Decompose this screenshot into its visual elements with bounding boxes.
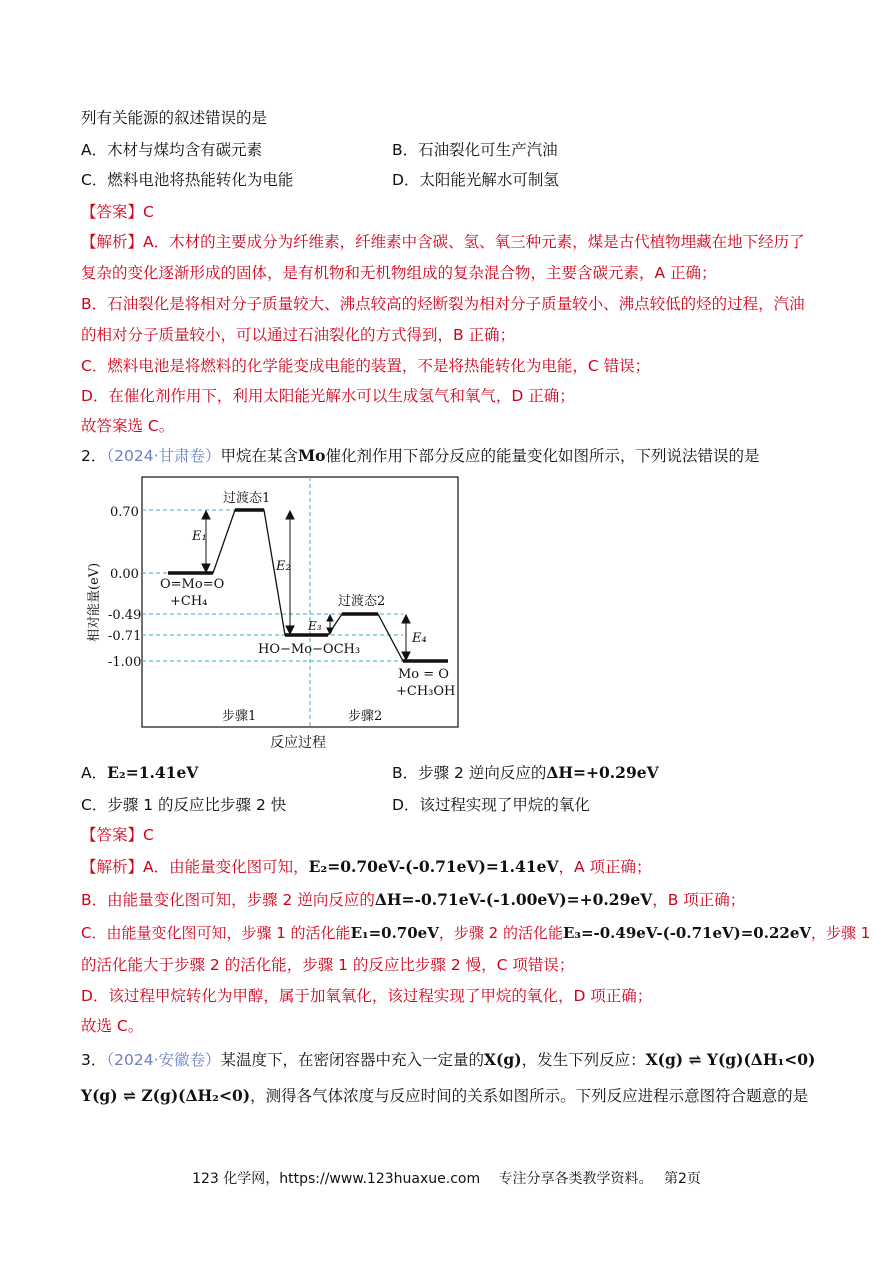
q3-source: （2024·安徽卷） <box>106 1051 221 1069</box>
q1-analysis-line-2: 复杂的变化逐渐形成的固体，是有机物和无机物组成的复杂混合物，主要含碳元素，A 正确； <box>81 264 717 282</box>
analysis-text: ，步骤 1 <box>811 924 871 942</box>
q2-option-c: C．步骤 1 的反应比步骤 2 快 <box>81 796 287 814</box>
q1-analysis-line-5: C．燃料电池是将燃料的化学能变成电能的装置，不是将热能转化为电能，C 错误； <box>81 357 651 375</box>
tick-label: -1.00 <box>108 655 142 670</box>
q3-number: 3． <box>81 1051 107 1069</box>
label-step2: 步骤2 <box>348 709 383 724</box>
tick-label: 0.00 <box>110 567 139 582</box>
q2-conclusion: 故选 C。 <box>81 1017 144 1035</box>
page-footer: 123 化学网，https://www.123huaxue.com 专注分享各类教学资料。 第2页 <box>192 1171 701 1187</box>
q1-analysis-line-3: B．石油裂化是将相对分子质量较大、沸点较高的烃断裂为相对分子质量较小、沸点较低的烃的过程，汽油 <box>81 295 805 313</box>
q2-options-row1 <box>81 763 841 783</box>
label-product-a: Mo = O <box>398 667 449 682</box>
analysis-text: C．由能量变化图可知，步骤 1 的活化能 <box>81 924 351 942</box>
label-reactant-b: +CH₄ <box>170 594 208 609</box>
q2-stem-a: 甲烷在某含 <box>220 447 299 465</box>
q1-answer: 【答案】C <box>81 203 154 221</box>
analysis-text: ，B 项正确； <box>652 891 746 909</box>
q3-stem-b: ，发生下列反应： <box>521 1051 646 1069</box>
label-e2: E₂ <box>276 559 291 574</box>
label-intermediate: HO−Mo−OCH₃ <box>258 642 361 657</box>
label-step1: 步骤1 <box>222 709 257 724</box>
q2-option-d: D．该过程实现了甲烷的氧化 <box>392 796 590 814</box>
analysis-formula: ΔH=-0.71eV-(-1.00eV)=+0.29eV <box>374 890 653 909</box>
q3-equation-1: X(g) ⇌ Y(g)(ΔH₁<0) <box>645 1050 816 1069</box>
label-ts1: 过渡态1 <box>223 491 271 506</box>
q1-analysis-line-6: D．在催化剂作用下，利用太阳能光解水可以生成氢气和氧气，D 正确； <box>81 387 575 405</box>
tick-label: 0.70 <box>110 505 139 520</box>
q1-analysis-line-4: 的相对分子质量较小，可以通过石油裂化的方式得到，B 正确； <box>81 326 516 344</box>
q2-source: （2024·甘肃卷） <box>106 447 221 465</box>
analysis-text: ，A 项正确； <box>558 858 652 876</box>
q3-stem-line1 <box>81 1050 815 1070</box>
analysis-formula: E₂=0.70eV-(-0.71eV)=1.41eV <box>308 857 559 876</box>
q2-analysis-b <box>81 890 745 910</box>
analysis-formula: E₁=0.70eV <box>350 924 439 942</box>
label-e3: E₃ <box>308 619 322 633</box>
q2-analysis-c-cont: 的活化能大于步骤 2 的活化能，步骤 1 的反应比步骤 2 慢，C 项错误； <box>81 956 575 974</box>
q2-option-b-label: B．步骤 2 逆向反应的 <box>392 764 547 782</box>
x-axis-label: 反应过程 <box>270 735 326 751</box>
q1-options-row2 <box>81 170 841 190</box>
q2-option-a-value: E₂=1.41eV <box>107 763 199 782</box>
q2-analysis-a <box>81 857 652 877</box>
q2-analysis-d: D．该过程甲烷转化为甲醇，属于加氧氧化，该过程实现了甲烷的氧化，D 项正确； <box>81 987 653 1005</box>
y-axis-label: 相对能量(eV) <box>87 562 102 642</box>
label-e1: E₁ <box>192 529 207 544</box>
analysis-text: ，步骤 2 的活化能 <box>438 924 563 942</box>
tick-label: -0.49 <box>108 608 142 623</box>
q1-option-a: A．木材与煤均含有碳元素 <box>81 141 263 159</box>
q3-equation-2: Y(g) ⇌ Z(g)(ΔH₂<0) <box>81 1086 251 1105</box>
analysis-text: 【解析】A．由能量变化图可知， <box>81 858 309 876</box>
q3-stem-x: X(g) <box>484 1050 522 1069</box>
q2-answer: 【答案】C <box>81 826 154 844</box>
q3-stem-c: ，测得各气体浓度与反应时间的关系如图所示。下列反应进程示意图符合题意的是 <box>250 1087 809 1105</box>
q2-stem-mo: Mo <box>298 446 326 465</box>
q2-number: 2． <box>81 447 107 465</box>
q1-option-c: C．燃料电池将热能转化为电能 <box>81 171 294 189</box>
q1-stem: 列有关能源的叙述错误的是 <box>81 109 268 127</box>
q2-option-b-value: ΔH=+0.29eV <box>546 763 659 782</box>
q2-stem <box>81 446 760 466</box>
tick-label: -0.71 <box>108 629 142 644</box>
q2-options-row2 <box>81 795 841 815</box>
q1-option-d: D．太阳能光解水可制氢 <box>392 171 559 189</box>
q2-stem-c: 催化剂作用下部分反应的能量变化如图所示，下列说法错误的是 <box>325 447 760 465</box>
q1-option-b: B．石油裂化可生产汽油 <box>392 141 558 159</box>
q1-conclusion: 故答案选 C。 <box>81 417 175 435</box>
label-e4: E₄ <box>412 631 427 646</box>
q1-analysis-line-1: 【解析】A．木材的主要成分为纤维素，纤维素中含碳、氢、氧三种元素，煤是古代植物埋藏在地下经历了 <box>81 233 805 251</box>
label-product-b: +CH₃OH <box>396 684 456 699</box>
analysis-formula: E₃=-0.49eV-(-0.71eV)=0.22eV <box>562 924 812 942</box>
q3-stem-line2 <box>81 1086 808 1106</box>
q2-option-b <box>392 763 659 783</box>
q2-option-a-label: A． <box>81 764 108 782</box>
label-ts2: 过渡态2 <box>338 594 386 609</box>
q3-stem-a: 某温度下，在密闭容器中充入一定量的 <box>220 1051 485 1069</box>
q1-options-row1 <box>81 140 841 160</box>
q2-analysis-c <box>81 923 870 943</box>
label-reactant-a: O=Mo=O <box>160 577 225 592</box>
analysis-text: B．由能量变化图可知，步骤 2 逆向反应的 <box>81 891 375 909</box>
energy-diagram <box>80 472 480 757</box>
